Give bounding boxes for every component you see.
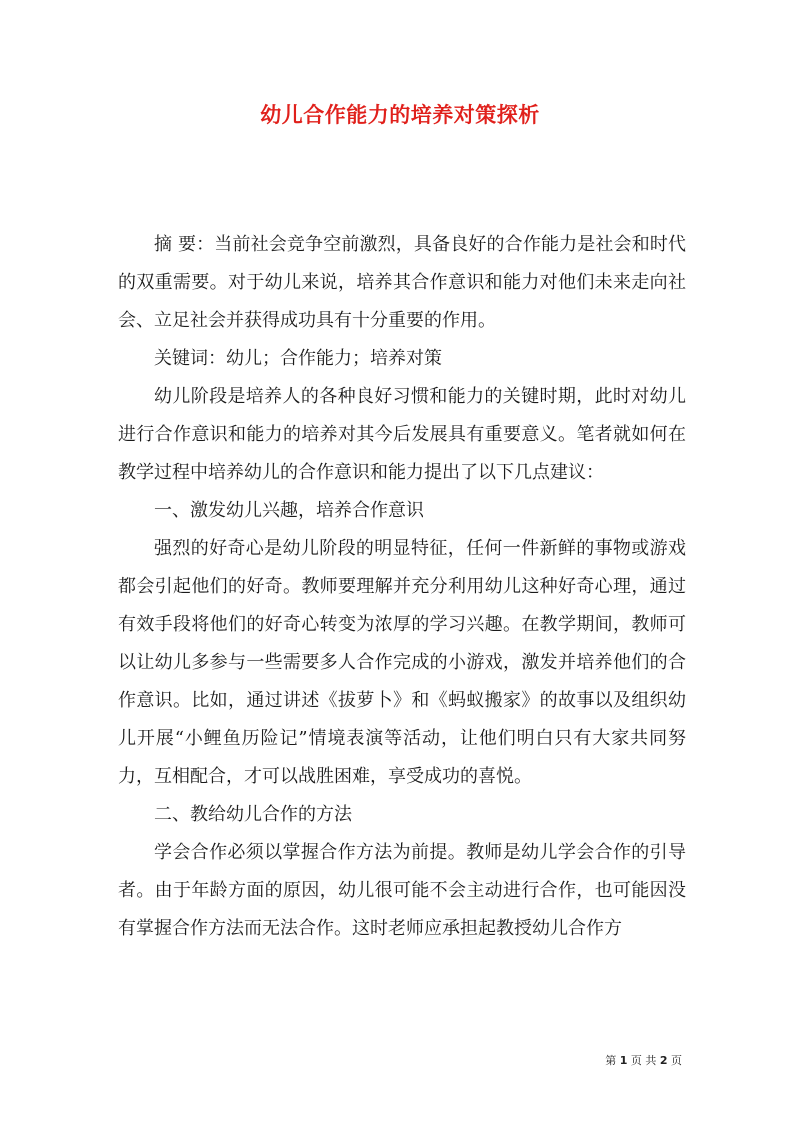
document-body [118, 226, 686, 948]
footer-prefix: 第 [605, 1054, 617, 1067]
document-title: 幼儿合作能力的培养对策探析 [260, 102, 540, 127]
footer-suffix: 页 [671, 1054, 682, 1067]
section-2-paragraph: 学会合作必须以掌握合作方法为前提。教师是幼儿学会合作的引导者。由于年龄方面的原因，幼儿很可能不会主动进行合作，也可能因没有掌握合作方法而无法合作。这时老师应承担起教授幼儿合作方 [118, 842, 686, 939]
abstract-paragraph: 摘 要：当前社会竞争空前激烈，具备良好的合作能力是社会和时代的双重需要。对于幼儿来说，培养其合作意识和能力对他们未来走向社会、立足社会并获得成功具有十分重要的作用。 [118, 234, 686, 331]
intro-paragraph: 幼儿阶段是培养人的各种良好习惯和能力的关键时期，此时对幼儿进行合作意识和能力的培养对其今后发展具有重要意义。笔者就如何在教学过程中培养幼儿的合作意识和能力提出了以下几点建议： [118, 386, 686, 483]
section-heading-1: 一、激发幼儿兴趣，培养合作意识 [154, 500, 424, 521]
footer-total-pages: 2 [659, 1054, 668, 1067]
section-1-paragraph: 强烈的好奇心是幼儿阶段的明显特征，任何一件新鲜的事物或游戏都会引起他们的好奇。教师要理解并充分利用幼儿这种好奇心理，通过有效手段将他们的好奇心转变为浓厚的学习兴趣。在教学期间，教师可以让幼儿多参与一些需要多人合作完成的小游戏，激发并培养他们的合作意识。比如，通过讲述《拔萝卜》和《蚂蚁搬家》的故事以及组织幼儿开展“小鲤鱼历险记”情境表演等活动，让他们明白只有大家共同努力，互相配合，才可以战胜困难，享受成功的喜悦。 [118, 538, 686, 787]
page-footer [605, 1052, 682, 1068]
section-heading-2: 二、教给幼儿合作的方法 [154, 804, 352, 825]
footer-current-page: 1 [619, 1054, 628, 1067]
footer-middle: 页 共 [630, 1054, 657, 1067]
keywords-paragraph: 关键词：幼儿；合作能力；培养对策 [154, 348, 442, 369]
